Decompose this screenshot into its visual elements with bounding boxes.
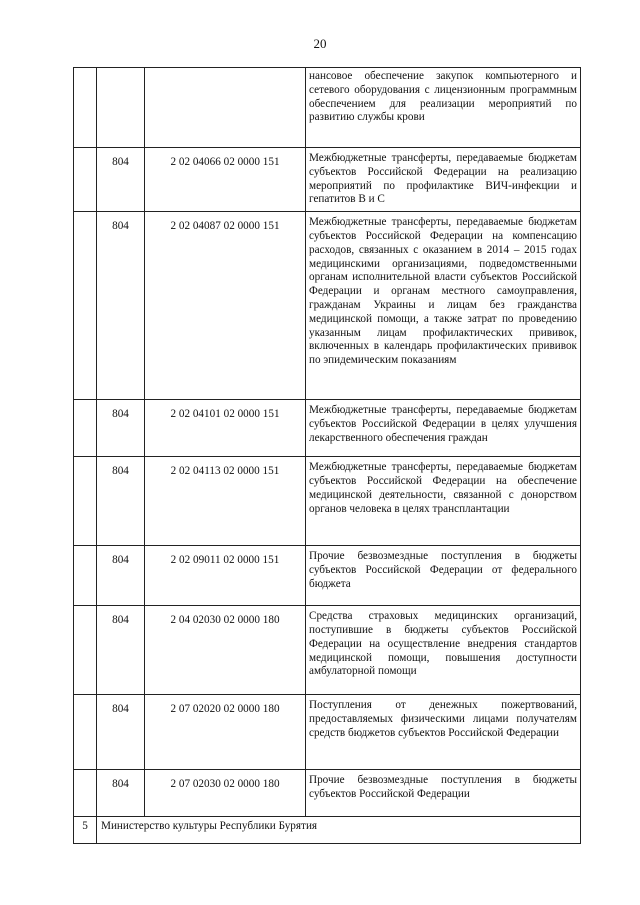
description-cell: Средства страховых медицинских организаций, поступившие в бюджеты субъектов Российской Федерации на осуществление внедрения стандартов медицинской помощи, повышения доступности амбулаторной помощи — [306, 606, 581, 695]
revenue-code-cell — [145, 68, 306, 148]
revenue-code-cell: 2 02 04113 02 0000 151 — [145, 457, 306, 546]
revenue-code-cell: 2 07 02030 02 0000 180 — [145, 770, 306, 817]
revenue-code-cell: 2 02 04101 02 0000 151 — [145, 400, 306, 457]
admin-code-cell: 804 — [97, 770, 145, 817]
table-row — [74, 770, 581, 817]
table-row — [74, 148, 581, 212]
description-cell: Поступления от денежных пожертвований, предоставляемых физическими лицами получателям средств бюджетов субъектов Российской Федерации — [306, 695, 581, 770]
row-number-cell — [74, 148, 97, 212]
row-number-cell — [74, 546, 97, 606]
row-number-cell — [74, 457, 97, 546]
description-cell: Межбюджетные трансферты, передаваемые бюджетам субъектов Российской Федерации на обеспечение медицинской деятельности, связанной с донорством органов человека в целях трансплантации — [306, 457, 581, 546]
admin-code-cell: 804 — [97, 400, 145, 457]
revenue-code-cell: 2 02 04066 02 0000 151 — [145, 148, 306, 212]
description-cell: Межбюджетные трансферты, передаваемые бюджетам субъектов Российской Федерации в целях улучшения лекарственного обеспечения граждан — [306, 400, 581, 457]
revenue-code-cell: 2 02 04087 02 0000 151 — [145, 212, 306, 400]
row-number-cell — [74, 400, 97, 457]
ministry-name: Министерство культуры Республики Бурятия — [97, 817, 581, 844]
row-number-cell — [74, 212, 97, 400]
table-row — [74, 400, 581, 457]
table-row — [74, 68, 581, 148]
row-number-cell — [74, 68, 97, 148]
table-row — [74, 695, 581, 770]
admin-code-cell: 804 — [97, 546, 145, 606]
admin-code-cell: 804 — [97, 606, 145, 695]
revenue-code-cell: 2 04 02030 02 0000 180 — [145, 606, 306, 695]
table-row — [74, 457, 581, 546]
description-cell: Прочие безвозмездные поступления в бюджеты субъектов Российской Федерации — [306, 770, 581, 817]
row-number-cell — [74, 695, 97, 770]
revenue-code-cell: 2 07 02020 02 0000 180 — [145, 695, 306, 770]
ministry-row — [74, 817, 581, 844]
table-row — [74, 212, 581, 400]
admin-code-cell — [97, 68, 145, 148]
description-cell: нансовое обеспечение закупок компьютерного и сетевого оборудования с лицензионным программным обеспечением для реализации мероприятий по развитию службы крови — [306, 68, 581, 148]
revenue-code-cell: 2 02 09011 02 0000 151 — [145, 546, 306, 606]
admin-code-cell: 804 — [97, 148, 145, 212]
page-number: 20 — [313, 36, 327, 51]
admin-code-cell: 804 — [97, 457, 145, 546]
table-row — [74, 546, 581, 606]
description-cell: Межбюджетные трансферты, передаваемые бюджетам субъектов Российской Федерации на реализацию мероприятий по профилактике ВИЧ-инфекции и гепатитов В и С — [306, 148, 581, 212]
description-cell: Прочие безвозмездные поступления в бюджеты субъектов Российской Федерации от федерального бюджета — [306, 546, 581, 606]
row-number-cell — [74, 770, 97, 817]
table-row — [74, 606, 581, 695]
admin-code-cell: 804 — [97, 212, 145, 400]
revenue-codes-table — [73, 67, 581, 844]
ministry-number: 5 — [74, 817, 97, 844]
description-cell: Межбюджетные трансферты, передаваемые бюджетам субъектов Российской Федерации на компенсацию расходов, связанных с оказанием в 2014 – 2015 годах медицинскими организациями, подведомственными органам исполнительной власти субъектов Российской Федерации и органам местного самоуправления, гражданам Украины и лицам без гражданства медицинской помощи, а также затрат по проведению указанным лицам профилактических прививок, включенных в календарь профилактических прививок по эпидемическим показаниям — [306, 212, 581, 400]
row-number-cell — [74, 606, 97, 695]
admin-code-cell: 804 — [97, 695, 145, 770]
